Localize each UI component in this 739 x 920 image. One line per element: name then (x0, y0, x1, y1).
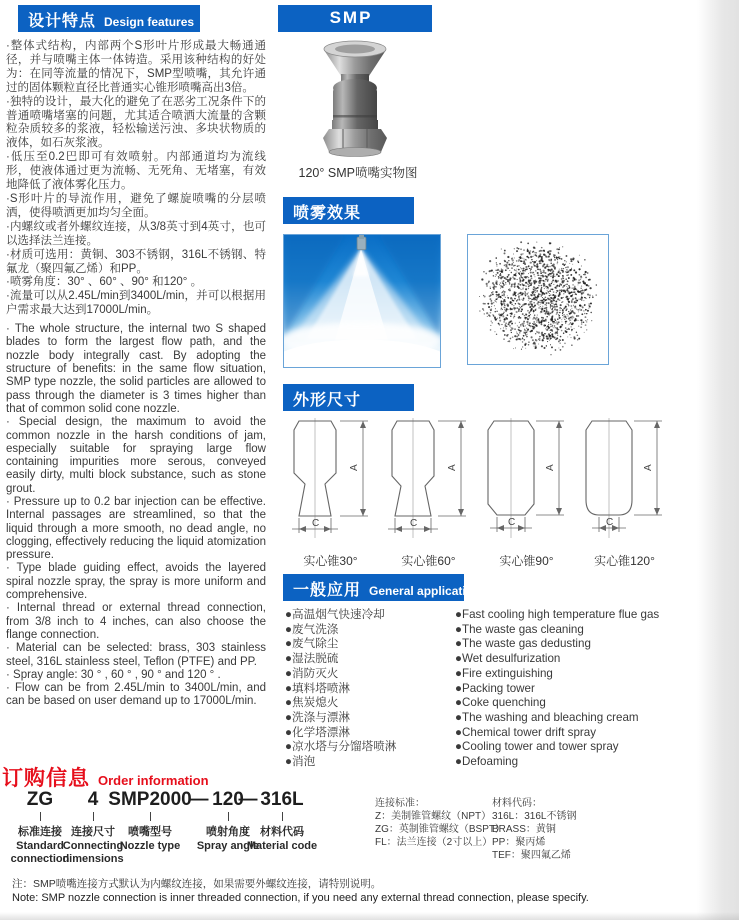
design-bullets-en (6, 323, 266, 709)
list-item: Z：美制锥管螺纹（NPT） (375, 811, 492, 822)
code-value: 120 (212, 789, 244, 810)
list-item: ●Defoaming (455, 755, 519, 769)
list-item: · Special design, the maximum to avoid the common nozzle in the harsh conditions of jam, especially suitable for spraying large flow containing impurities more serous, conveyed easily dirty, multi block substance, such as stone grout. (6, 416, 266, 495)
list-item: ●消防灭火 (285, 666, 339, 680)
dimension-drawing-60 (381, 418, 476, 548)
general-application-header (283, 574, 481, 601)
code-label-zh: 材料代码 (260, 826, 304, 838)
nozzle-photo-graphic (305, 36, 405, 161)
list-item: · Type blade guiding effect, avoids the layered spiral nozzle spray, the spray is more uniform and comprehensive. (6, 562, 266, 602)
code-value: ZG (26, 789, 54, 810)
list-item: BRASS：黄铜 (492, 824, 556, 835)
design-features-title-en: Design features (104, 15, 195, 29)
connection-standard-title: 连接标准： (375, 798, 425, 809)
dimensions-header (283, 384, 414, 411)
list-item: ●废气洗涤 (285, 622, 339, 636)
order-info-header (2, 762, 209, 792)
code-label-en: Material code (246, 840, 318, 852)
list-item: ●洗涤与漂淋 (285, 710, 350, 724)
svg-text:A: A (545, 464, 556, 471)
svg-text:C: C (508, 517, 516, 528)
list-item: ·内螺纹或者外螺纹连接，从3/8英寸到4英寸，也可以选择法兰连接。 (6, 220, 266, 247)
application-list-zh (285, 608, 455, 770)
design-features-header (18, 5, 200, 32)
list-item: ·流量可以从2.45L/min到3400L/min，并可以根据用户需求最大达到17000L/min。 (6, 290, 266, 317)
code-label-zh: 标准连接 (18, 826, 62, 838)
code-dash-1: — (189, 789, 209, 810)
connection-standard-block (375, 797, 505, 849)
page-edge-shadow-bottom (0, 912, 739, 920)
spray-pattern-image (467, 234, 609, 365)
list-item: ●化学塔漂淋 (285, 725, 350, 739)
list-item: TEF：聚四氟乙烯 (492, 850, 571, 861)
list-item: ●废气除尘 (285, 637, 339, 651)
code-tick (40, 812, 41, 821)
spray-pattern-graphic (468, 235, 608, 364)
svg-text:C: C (312, 518, 320, 529)
dimension-cell-30 (283, 418, 378, 569)
application-list-en (455, 608, 725, 770)
connection-standard-items (375, 810, 505, 849)
code-label-zh: 连接尺寸 (71, 826, 115, 838)
list-item: · Flow can be from 2.45L/min to 3400L/min, and can be based on user demand up to 17000L/min. (6, 682, 266, 708)
svg-text:A: A (643, 464, 654, 471)
dimension-caption-30: 实心锥30° (303, 554, 358, 568)
list-item: ·喷雾角度：30° 、60° 、90° 和120° 。 (6, 276, 203, 289)
list-item: ●Coke quenching (455, 696, 546, 710)
nozzle-photo (305, 36, 405, 161)
dimension-drawing-90 (479, 418, 574, 548)
dimensions-title: 外形尺寸 (293, 392, 362, 409)
list-item: ●The washing and bleaching cream (455, 710, 639, 724)
dimension-caption-60: 实心锥60° (401, 554, 456, 568)
code-label-en: Spray angle (196, 840, 260, 852)
list-item: ·S形叶片的导流作用，避免了螺旋喷嘴的分层喷洒，使得喷洒更加均匀全面。 (6, 192, 266, 219)
svg-text:A: A (447, 464, 458, 471)
list-item: · The whole structure, the internal two S shaped blades to form the largest flow path, and the nozzle body integrally cast. By adopting the structure of benefits: in the same flow situation, SMP type nozzle, the solid particles are allowed to pass through the diameter is 3 times higher than that of common solid cone nozzle. (6, 323, 266, 415)
code-value: 316L (260, 789, 304, 810)
list-item: ●Cooling tower and tower spray (455, 740, 619, 754)
code-label-en: Standard connection (10, 840, 70, 865)
list-item: FL：法兰连接（2寸以上） (375, 837, 493, 848)
dimension-drawing-30 (283, 418, 378, 548)
list-item: ●Packing tower (455, 681, 535, 695)
list-item: ●高温烟气快速冷却 (285, 608, 385, 621)
list-item: ·整体式结构，内部两个S形叶片形成最大畅通通径，并与喷嘴主体一体铸造。采用该种结构的好处为：在同等流量的情况下，SMP型喷嘴，其允许通过的固体颗粒直径比普通实心锥形喷嘴高出3倍。 (6, 40, 266, 94)
design-features-section (6, 5, 266, 763)
order-code-diagram (0, 789, 380, 881)
dimension-cell-60 (381, 418, 476, 569)
page-edge-shadow-right (697, 0, 739, 920)
code-dash-2: — (238, 789, 258, 810)
list-item: · Internal thread or external thread connection, from 3/8 inch to 4 inches, can also choose the flange connection. (6, 602, 266, 641)
dimension-cell-120 (577, 418, 672, 569)
order-info-title-zh: 订购信息 (2, 767, 90, 790)
list-item: ·材质可选用：黄铜、303不锈钢，316L不锈钢、特氟龙（聚四氟乙烯）和PP。 (6, 248, 266, 275)
list-item: ●The waste gas cleaning (455, 622, 584, 636)
list-item: ●填料塔喷淋 (285, 681, 350, 695)
dimension-caption-120: 实心锥120° (594, 554, 655, 568)
dimension-cell-90 (479, 418, 574, 569)
material-code-items (492, 810, 577, 862)
code-tick (228, 812, 229, 821)
material-code-title: 材料代码： (492, 798, 542, 809)
dimension-drawing-120 (577, 418, 672, 548)
spray-effect-title: 喷雾效果 (293, 205, 362, 222)
code-tick (150, 812, 151, 821)
list-item: ·低压至0.2巴即可有效喷射。内部通道均为流线形，使液体通过更为流畅、无死角、无堵塞，有效地降低了液体雾化压力。 (6, 151, 266, 192)
note-zh: 注：SMP喷嘴连接方式默认为内螺纹连接，如果需要外螺纹连接，请特别说明。 (12, 878, 382, 890)
spray-cone-image (283, 234, 441, 368)
list-item: ·独特的设计，最大化的避免了在恶劣工况条件下的普通喷嘴堵塞的问题，尤其适合喷洒大流量的含颗粒杂质较多的浆液，轻松输送污浊、多块状物质的液体，如石灰浆液。 (6, 95, 266, 150)
order-info-title-en: Order information (98, 773, 209, 788)
nozzle-photo-caption: 120° SMP喷嘴实物图 (298, 166, 418, 180)
spray-effect-header (283, 197, 414, 224)
list-item: · Spray angle: 30 ° , 60 ° , 90 ° and 120 ° . (6, 668, 221, 681)
code-label-en: Nozzle type (119, 840, 181, 852)
order-code-part-material (245, 789, 319, 853)
svg-text:C: C (410, 518, 418, 529)
list-item: ●Wet desulfurization (455, 652, 561, 666)
spray-cone-graphic (284, 235, 440, 367)
list-item: · Pressure up to 0.2 bar injection can be effective. Internal passages are streamlined, so that the liquid through a more smooth, no dead angle, no clogging, effectively reducing the liquid atomization pressure. (6, 495, 266, 562)
list-item: ●Fire extinguishing (455, 666, 553, 680)
list-item: ●The waste gas dedusting (455, 637, 591, 651)
list-item: ●消泡 (285, 755, 316, 769)
code-label-zh: 喷射角度 (206, 826, 250, 838)
svg-text:C: C (606, 517, 614, 528)
list-item: ●Chemical tower drift spray (455, 725, 597, 739)
list-item: ●Fast cooling high temperature flue gas (455, 608, 660, 621)
material-code-block (492, 797, 577, 862)
code-value: 4 (87, 789, 99, 810)
code-label-en: Connecting dimensions (62, 840, 124, 865)
list-item: ●凉水塔与分馏塔喷淋 (285, 740, 397, 754)
smp-title: SMP (329, 8, 373, 27)
code-label-zh: 喷嘴型号 (128, 826, 172, 838)
list-item: ●湿法脱硫 (285, 652, 339, 666)
svg-text:A: A (349, 464, 360, 471)
list-item: PP：聚丙烯 (492, 837, 546, 848)
code-value: SMP2000 (108, 789, 192, 810)
general-application-title-en: General application (369, 584, 481, 598)
list-item: 316L：316L不锈钢 (492, 811, 577, 822)
note-en: Note: SMP nozzle connection is inner threaded connection, if you need any external thread connection, please specify. (12, 892, 589, 904)
general-application-title-zh: 一般应用 (293, 582, 362, 599)
dimension-caption-90: 实心锥90° (499, 554, 554, 568)
code-tick (93, 812, 94, 821)
list-item: ●焦炭熄火 (285, 696, 339, 710)
order-code-part-type (103, 789, 197, 853)
code-tick (282, 812, 283, 821)
list-item: · Material can be selected: brass, 303 stainless steel, 316L stainless steel, Teflon (PTFE) and PP. (6, 642, 266, 668)
design-features-title-zh: 设计特点 (28, 13, 97, 30)
smp-header (278, 5, 432, 32)
design-bullets-zh (6, 40, 266, 318)
list-item: ZG：英制锥管螺纹（BSPT） (375, 824, 506, 835)
